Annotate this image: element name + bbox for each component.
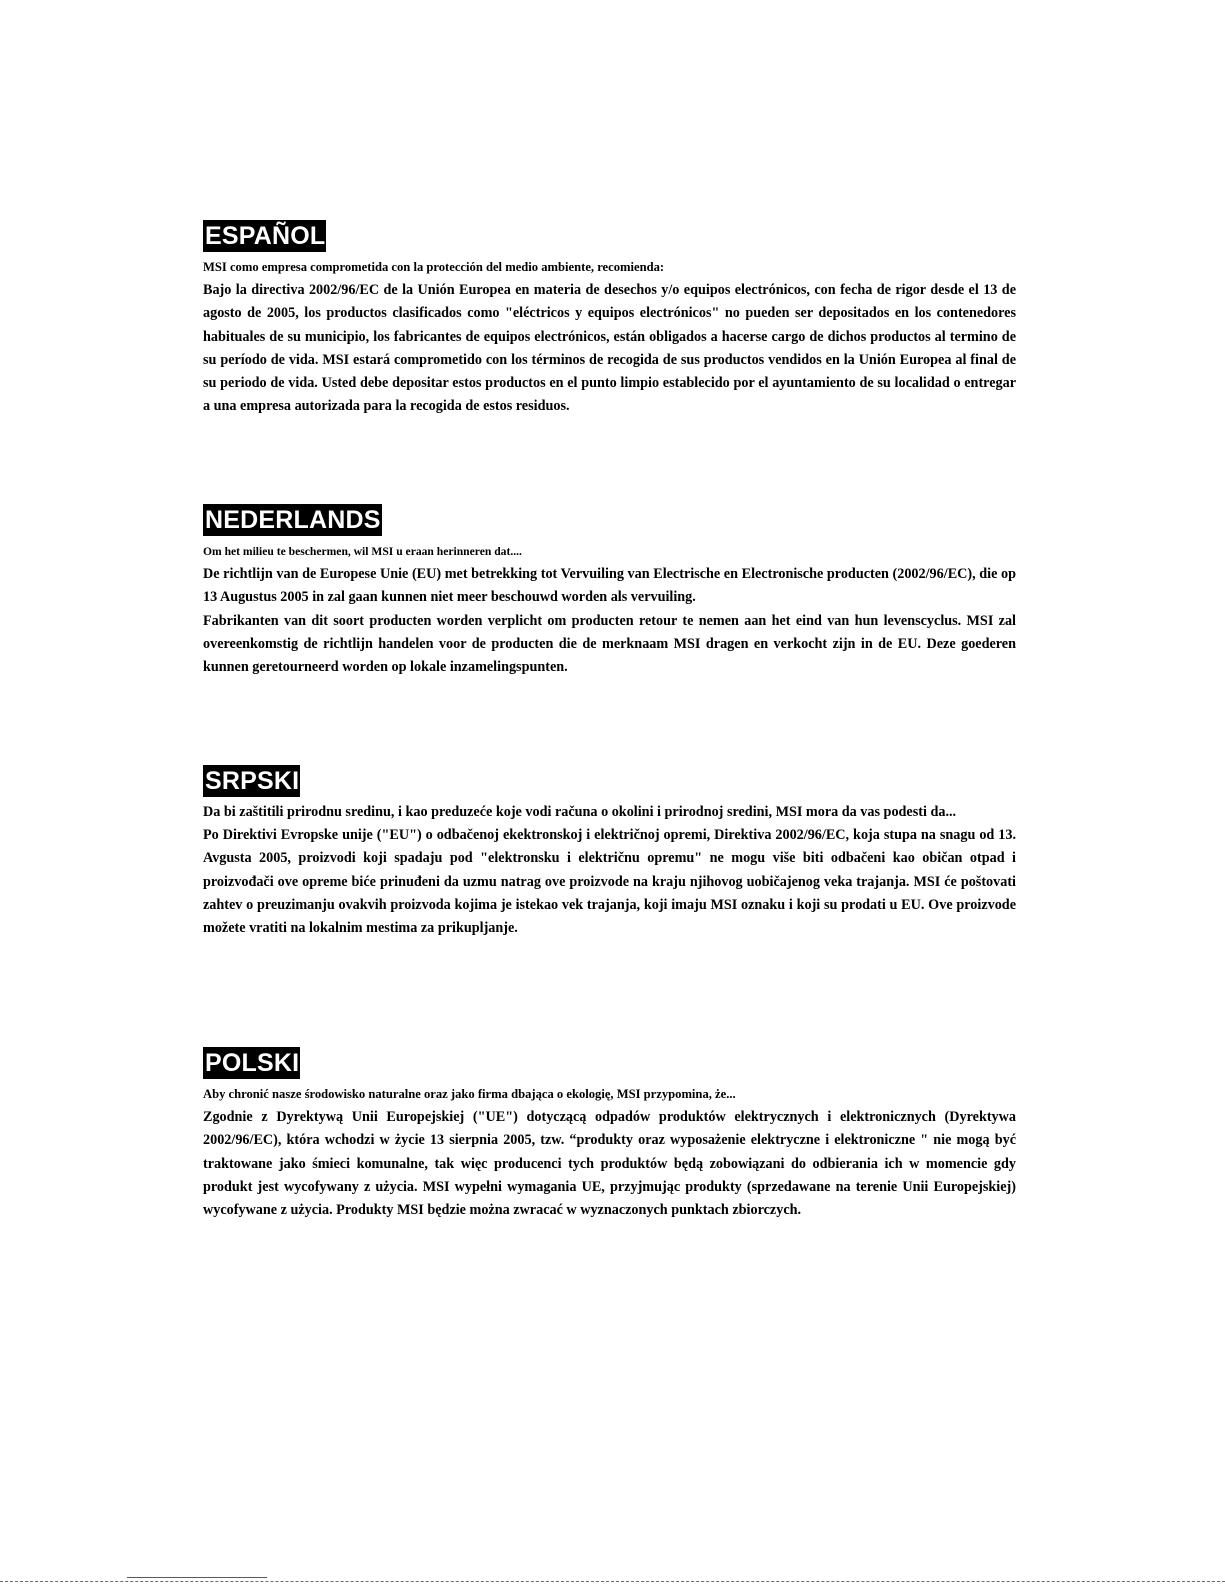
section-espanol (203, 220, 1016, 418)
paragraph-body-nederlands-2: Fabrikanten van dit soort producten worden verplicht om producten retour te nemen aan het eind van hun levenscyclus. MSI zal overeenkomstig de richtlijn handelen voor de producten die de merknaam MSI dragen en verkocht zijn in de EU. Deze goederen kunnen geretourneerd worden op lokale inzamelingspunten. (203, 612, 1016, 676)
paragraph-intro-srpski: Da bi zaštitili prirodnu sredinu, i kao preduzeće koje vodi računa o okolini i prirodnoj sredini, MSI mora da vas podesti da... (203, 804, 957, 820)
paragraph-body-srpski: Po Direktivi Evropske unije ("EU") o odbačenoj ekektronskoj i električnoj opremi, Direktiva 2002/96/EC, koja stupa na snagu od 13. Avgusta 2005, proizvodi koji spadaju pod "elektronsku i električnu opremu" ne mogu više biti odbačeni kao običan otpad i proizvođači ove opreme biće prinuđeni da uzmu natrag ove proizvode na kraju njihovog uobičajenog veka trajanja. MSI će poštovati zahtev o preuzimanju ovakvih proizvoda kojima je istekao vek trajanja, koji imaju MSI oznaku i koji su prodati u EU. Ove proizvode možete vratiti na lokalnim mestima za prikupljanje. (203, 827, 1016, 937)
section-nederlands (203, 504, 1016, 679)
paragraph-body-espanol: Bajo la directiva 2002/96/EC de la Unión Europea en materia de desechos y/o equipos electrónicos, con fecha de rigor desde el 13 de agosto de 2005, los productos clasificados como "eléctricos y equipos electrónicos" no pueden ser depositados en los contenedores habituales de su municipio, los fabricantes de equipos electrónicos, están obligados a hacerse cargo de dichos productos al termino de su período de vida. MSI estará comprometido con los términos de recogida de sus productos vendidos en la Unión Europea al final de su periodo de vida. Usted debe depositar estos productos en el punto limpio establecido por el ayuntamiento de su localidad o entregar a una empresa autorizada para la recogida de estos residuos. (203, 282, 1016, 415)
paragraph-body-polski: Zgodnie z Dyrektywą Unii Europejskiej ("UE") dotyczącą odpadów produktów elektrycznych i elektronicznych (Dyrektywa 2002/96/EC), która wchodzi w życie 13 sierpnia 2005, tzw. “produkty oraz wyposażenie elektryczne i elektroniczne " nie mogą być traktowane jako śmieci komunalne, tak więc producenci tych produktów będą zobowiązani do odbierania ich w momencie gdy produkt jest wycofywany z użycia. MSI wypełni wymagania UE, przyjmując produkty (sprzedawane na terenie Unii Europejskiej) wycofywane z użycia. Produkty MSI będzie można zwracać w wyznaczonych punktach zbiorczych. (203, 1109, 1016, 1219)
section-heading-polski: POLSKI (205, 1049, 300, 1077)
document-page (203, 0, 1016, 1585)
page-bottom-link-underline (127, 1577, 267, 1578)
paragraph-intro-polski: Aby chronić nasze środowisko naturalne oraz jako firma dbająca o ekologię, MSI przypomina, że... (203, 1087, 736, 1101)
page-bottom-dashed-rule (0, 1581, 1225, 1582)
section-heading-nederlands: NEDERLANDS (205, 506, 381, 534)
section-heading-espanol: ESPAÑOL (205, 222, 326, 250)
paragraph-intro-espanol: MSI como empresa comprometida con la protección del medio ambiente, recomienda: (203, 260, 665, 274)
section-heading-srpski: SRPSKI (205, 767, 300, 795)
paragraph-intro-nederlands: Om het milieu te beschermen, wil MSI u eraan herinneren dat.... (203, 545, 522, 558)
paragraph-body-nederlands-1: De richtlijn van de Europese Unie (EU) met betrekking tot Vervuiling van Electrische en Electronische producten (2002/96/EC), die op 13 Augustus 2005 in zal gaan kunnen niet meer beschouwd worden als vervuiling. (203, 566, 1016, 606)
section-polski (203, 1047, 1016, 1222)
section-srpski (203, 765, 1016, 940)
